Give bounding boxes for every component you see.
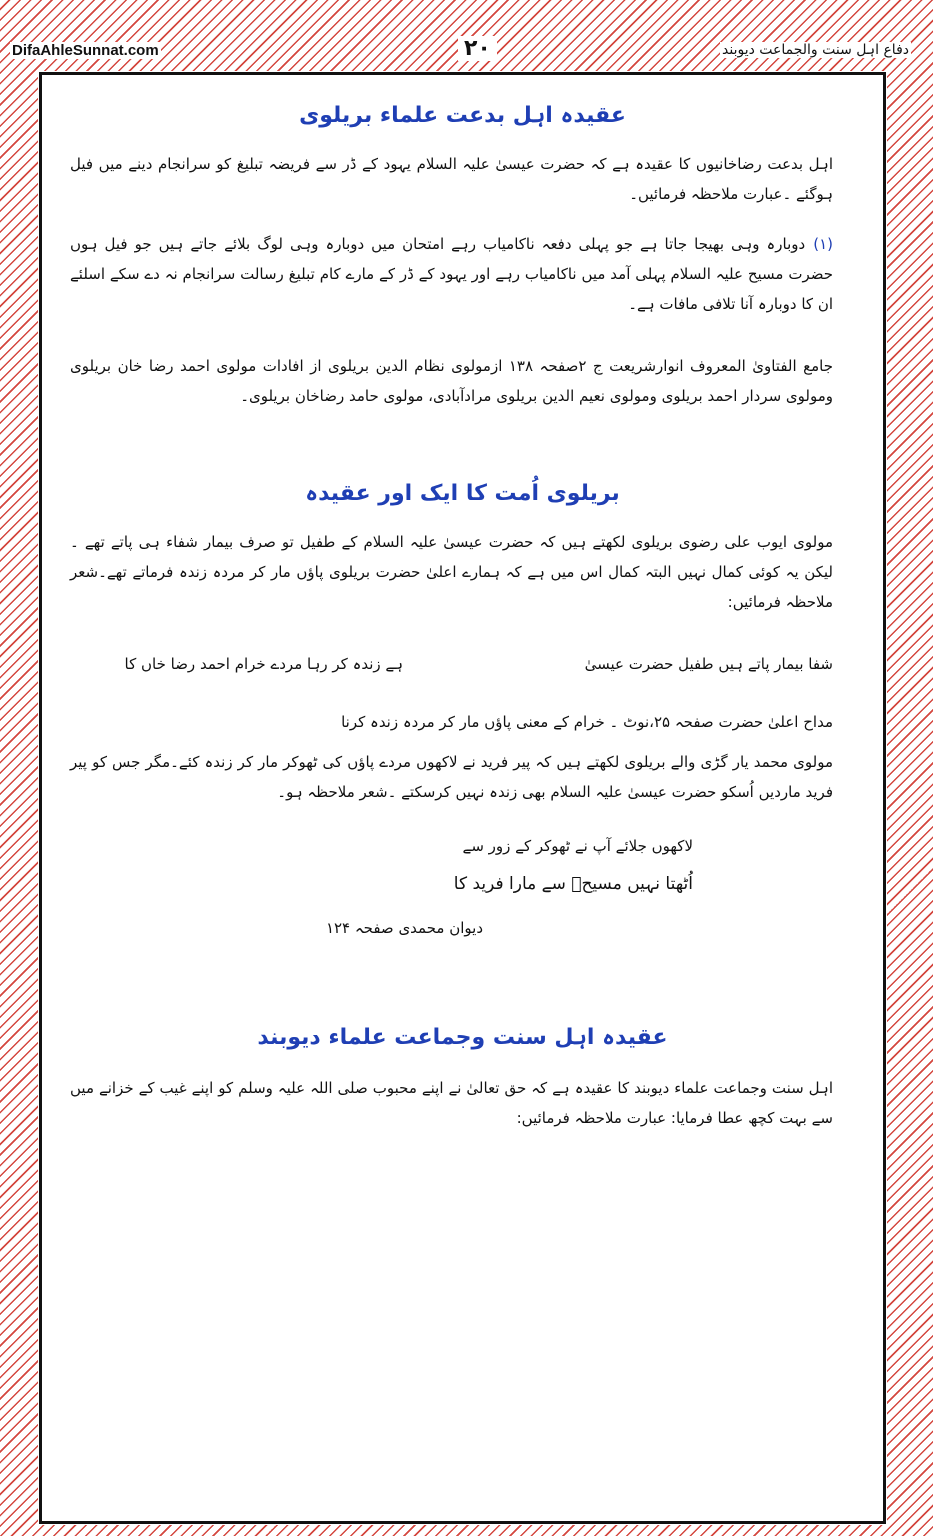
section2-heading: بریلوی اُمت کا ایک اور عقیدہ [305,481,620,506]
book-title: دفاع اہل سنت والجماعت دیوبند [722,42,909,58]
verse-source: مداح اعلیٰ حضرت صفحہ ۲۵،نوٹ ۔ خرام کے معنی پاؤں مار کر مردہ زندہ کرنا [341,713,833,731]
section3-intro: اہل سنت وجماعت علماء دیوبند کا عقیدہ ہے کہ حق تعالیٰ نے اپنے محبوب صلی اللہ علیہ وسلم کو اپنے غیب کے خزانے میں سے بہت کچھ عطا فرمایا: عبارت ملاحظہ فرمائیں: [70,1079,833,1127]
page-content [42,75,883,1521]
verse-left: ہے زندہ کر رہا مردے خرام احمد رضا خاں کا [124,655,403,673]
site-url[interactable]: DifaAhleSunnat.com [12,42,159,59]
section2-intro: مولوی ایوب علی رضوی بریلوی لکھتے ہیں کہ حضرت عیسیٰ علیہ السلام کے طفیل تو صرف بیمار شفاء ہی پاتے تھے ۔لیکن یہ کوئی کمال نہیں البتہ کمال اس میں ہے کہ ہمارے اعلیٰ حضرت بریلوی پاؤں مار کر مردہ زندہ فرماتے تھے۔شعر ملاحظہ فرمائیں: [70,533,833,611]
section1-intro: اہل بدعت رضاخانیوں کا عقیدہ ہے کہ حضرت عیسیٰ علیہ السلام یہود کے ڈر سے فریضہ تبلیغ کو سرانجام دینے میں فیل ہوگئے ۔عبارت ملاحظہ فرمائیں۔ [70,155,833,203]
page-number: ۲۰ [458,36,497,61]
item-text: دوبارہ وہی بھیجا جاتا ہے جو پہلی دفعہ ناکامیاب رہے امتحان میں دوبارہ وہی لوگ بلائے جاتے ہیں جو فیل ہوں حضرت مسیح علیہ السلام پہلی آمد میں ناکامیاب رہے اور یہود کے ڈر کے مارے کام تبلیغ رسالت سرانجام نہ دے سکے اسلئے ان کا دوبارہ آنا تلافی مافات ہے۔ [70,235,833,313]
section1-item [70,229,833,319]
section2-second-text: مولوی محمد یار گڑی والے بریلوی لکھتے ہیں کہ پیر فرید نے لاکھوں مردے پاؤں کی ٹھوکر مار کر زندہ کئے۔مگر جس کو پیر فرید ماردیں اُسکو حضرت عیسیٰ علیہ السلام بھی زندہ نہیں کرسکتے ۔شعر ملاحظہ ہو۔ [70,753,833,801]
section1-reference: جامع الفتاویٰ المعروف انوارشریعت ج ۲صفحہ ۱۳۸ ازمولوی نظام الدین بریلوی از افادات مولوی احمد رضا خان بریلوی ومولوی سردار احمد بریلوی ومولوی نعیم الدین بریلوی مرادآبادی، مولوی حامد رضاخان بریلوی۔ [70,357,834,405]
item-number: (۱) [813,235,833,253]
page-header [0,0,933,72]
couplet-source: دیوان محمدی صفحہ ۱۲۴ [325,919,483,937]
couplet-line-2: اُٹھتا نہیں مسیحؑ سے مارا فرید کا [453,874,693,894]
section3-heading: عقیدہ اہل سنت وجماعت علماء دیوبند [257,1025,668,1050]
page-frame [39,72,886,1524]
section1-heading: عقیدہ اہل بدعت علماء بریلوی [299,103,626,128]
verse-right: شفا بیمار پاتے ہیں طفیل حضرت عیسیٰ [584,655,833,673]
couplet-line-1: لاکھوں جلائے آپ نے ٹھوکر کے زور سے [462,837,693,855]
